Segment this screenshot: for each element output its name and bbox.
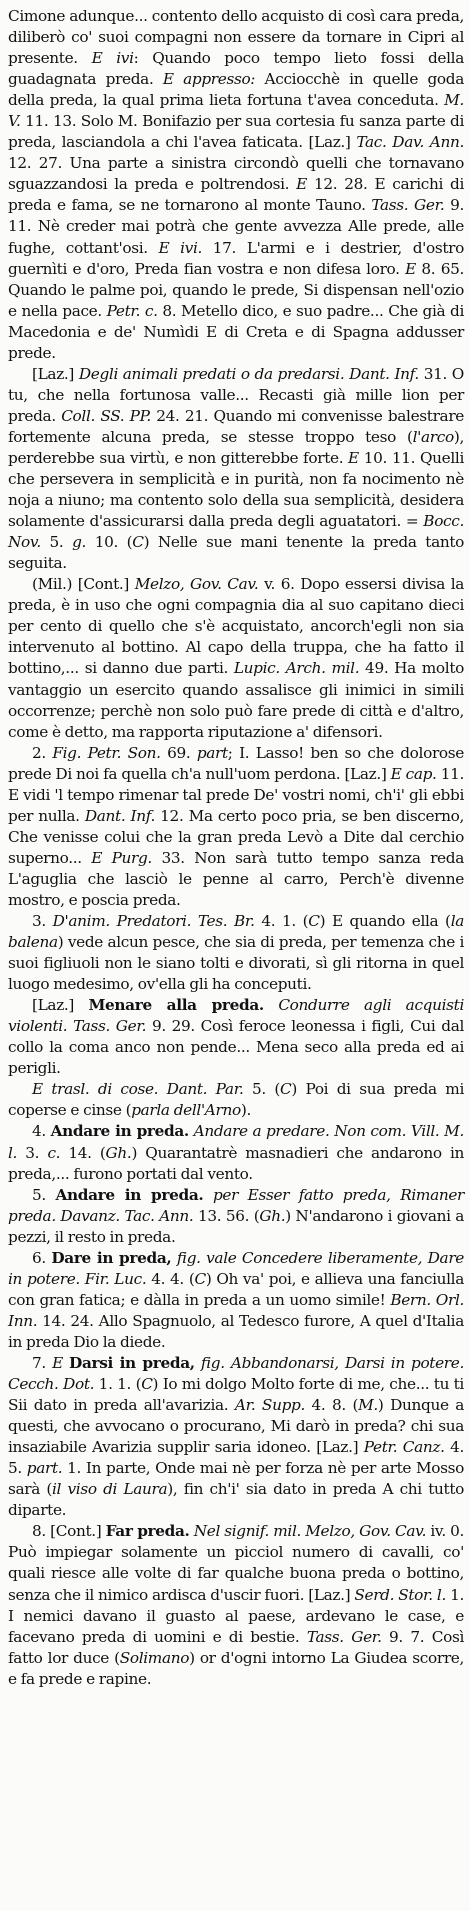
headword: Andare in preda. [50, 1122, 189, 1141]
citation-italic: parla dell'Arno [131, 1101, 241, 1120]
text-run: ; I. Lasso! ben so che dolorose prede Di noi fa quella ch'a null'uom perdona. [Laz.] [8, 743, 464, 783]
text-run: ), fin ch'i' sia dato in preda A chi tutto diparte. [8, 1480, 464, 1520]
citation-italic: M. [358, 1396, 378, 1415]
citation-italic: Bern. Orl. Inn. [8, 1290, 464, 1330]
text-run: [Laz.] [32, 364, 79, 383]
citation-italic: Condurre agli acquisti violenti. Tass. Ger. [8, 996, 464, 1036]
citation-italic: Fig. Petr. Son. [52, 743, 161, 762]
text-run: 7. [32, 1354, 53, 1372]
text-run: 12. Ma certo poco pria, se ben discerno, Che venisse colui che la gran preda Levò a Dite dal cerchio superno... [8, 806, 465, 867]
entry-paragraph [8, 1353, 464, 1521]
text-run: 69. [160, 743, 197, 762]
text-run: 49. Ha molto vantaggio un esercito quando assalisce gli inimici in simili occorrenze; perchè non solo può fare prede di città e d'altro, come è detto, ma rapporta riputazione a' difensori. [8, 659, 464, 741]
text-run: 1. I nemici davano il guasto al paese, ardevano le case, e facevano preda di uomini e di bestie. [8, 1585, 464, 1646]
text-run: 4. 4. ( [146, 1269, 195, 1288]
text-run: 14. ( [60, 1143, 106, 1162]
citation-italic: Solimano [119, 1648, 190, 1667]
text-run [203, 1186, 213, 1204]
text-run: ) or d'ogni intorno La Giudea scorre, e fa prede e rapine. [8, 1648, 464, 1688]
text-run: ), perderebbe sua virtù, e non gitterebbe forte. [8, 427, 464, 467]
text-run: Cimone adunque... contento dello acquisto di così cara preda, diliberò co' suoi compagni non essere da tornare in Cipri al presente. [8, 7, 464, 68]
citation-italic: E [296, 175, 307, 194]
citation-italic: part. [26, 1459, 63, 1478]
text-run: ) E quando ella ( [319, 912, 451, 931]
text-run: 17. L'armi e i destrier, d'ostro guernìti e d'oro, Preda fian vostra e non difesa loro. [8, 238, 464, 278]
citation-italic: E Purg. [91, 848, 152, 867]
text-run: v. 6. Dopo essersi divisa la preda, è in uso che ogni compagnia dia al suo capitano dieci per cento di quello che s'è acquistato, ancorch'egli non sia intervenuto al bottino. Al capo della truppa, che ha fatto il bottino,... si danno due parti. [8, 575, 465, 678]
citation-italic: C [194, 1269, 206, 1288]
citation-italic: Nel signif. mil. Melzo, Gov. Cav. [193, 1522, 427, 1541]
text-run: 3. [32, 912, 53, 931]
citation-italic: Petr. Canz. [363, 1438, 445, 1457]
citation-italic: il viso di Laura [52, 1480, 168, 1499]
citation-italic: C [141, 1375, 153, 1394]
entry-paragraph [8, 1248, 464, 1353]
text-run: 8. Metello dico, e suo padre... Che già di Macedonia e de' Numìdi E di Creta e di Spagna addusser prede. [8, 301, 464, 362]
citation-italic: per Esser fatto preda, Rimaner preda. Davanz. Tac. Ann. [8, 1185, 465, 1225]
text-run: 8. [Cont.] [32, 1522, 106, 1541]
text-run: ) Io mi dolgo Molto forte di me, che... tu ti Sii dato in preda all'avarizia. [8, 1375, 464, 1415]
citation-italic: Gh. [105, 1143, 132, 1162]
text-run: ) Nelle sue mani tenente la preda tanto seguita. [8, 533, 464, 573]
entry-paragraph [8, 1121, 464, 1184]
citation-italic: D'anim. Predatori. Tes. Br. [52, 912, 255, 931]
text-run: 12. 28. E carichi di preda e fama, se ne tornarono al monte Tauno. [8, 175, 464, 215]
citation-italic: E ivi [91, 49, 134, 68]
citation-italic: E [348, 448, 359, 467]
citation-italic: Degli animali predati o da predarsi. Dant. Inf. [78, 364, 419, 383]
text-run: 24. 21. Quando mi convenisse balestrare fortemente alcuna preda, se stesse troppo teso ( [8, 406, 464, 446]
text-run: Acciocchè in quelle goda della preda, la qual prima lieta fortuna t'avea conceduta. [8, 70, 464, 110]
citation-italic: C [308, 912, 320, 931]
entry-paragraph [8, 6, 464, 364]
citation-italic: Serd. Stor. l. [354, 1585, 446, 1604]
text-run: 1. In parte, Onde mai nè per forza nè per arte Mosso sarà ( [8, 1459, 464, 1499]
citation-italic: l'arco [412, 427, 454, 446]
citation-italic: M. V. [8, 91, 464, 131]
citation-italic: Petr. c. [106, 301, 158, 320]
citation-italic: Tass. Ger. [306, 1627, 382, 1646]
headword: Far preda. [105, 1522, 190, 1541]
text-run: 6. [32, 1248, 52, 1267]
citation-italic: Dant. Inf. [84, 806, 155, 825]
text-run: 33. Non sarà tutto tempo sanza reda L'aguglia che lasciò le penne al carro, Perch'è divenne mostro, e poscia preda. [8, 848, 464, 909]
citation-italic: C [280, 1080, 292, 1099]
text-run: 31. O tu, che nella fortunosa valle... Recasti già mille lion per preda. [8, 364, 464, 425]
citation-italic: part [196, 743, 228, 762]
citation-italic: c. [47, 1143, 61, 1162]
text-run: 12. 27. Una parte a sinistra circondò quelli che tornavano sguazzandosi la preda e poltrendosi. [8, 154, 464, 194]
entry-paragraph [8, 995, 464, 1079]
headword: Andare in preda. [55, 1185, 204, 1204]
text-run: ) N'andarono i giovani a pezzi, il resto in preda. [8, 1206, 464, 1246]
citation-italic: Ar. Supp. [234, 1396, 305, 1415]
citation-italic: Tac. Dav. Ann. [356, 133, 464, 152]
text-run: 4. [32, 1122, 51, 1141]
citation-italic: g. [72, 533, 87, 552]
text-run: 4. 5. [8, 1438, 464, 1478]
entry-paragraph [8, 911, 464, 995]
text-run: ) vede alcun pesce, che sia di preda, per temenza che i suoi figliuoli non le siano tolti e divorati, sì gli ritorna in quel luogo medesimo, ov'ella gli ha conceputi. [8, 933, 464, 994]
text-run: 5. [32, 1185, 56, 1204]
entry-paragraph [8, 1185, 464, 1248]
text-run: ). [240, 1101, 251, 1120]
text-run: 2. [32, 743, 53, 762]
text-run: iv. 0. Può impiegar solamente un picciol numero di cavalli, co' quali riesce alle volte di far qualche buona preda o bottino, senza che il nimico ardisca d'uscir fuori. [Laz.] [8, 1522, 465, 1604]
citation-italic: E trasl. di cose. Dant. Par. [32, 1080, 244, 1099]
citation-italic: E cap. [390, 764, 437, 783]
text-run: 8. 65. Quando le palme poi, quando le prede, Si dispensan nell'ozio e nella pace. [8, 259, 464, 320]
citation-italic: E ivi. [158, 238, 203, 257]
citation-italic: E [52, 1354, 63, 1372]
text-run: 14. 24. Allo Spagnuolo, al Tedesco furore, A quel d'Italia in preda Dio la diede. [8, 1311, 464, 1351]
entry-paragraph [8, 574, 464, 742]
text-run: 10. 11. Quelli che persevera in semplicità e in purità, non fa nocimento nè noja a niuno; ma contento solo della sua semplicità, desidera solamente d'assicurarsi dalla preda degli aguatatori. = [8, 448, 464, 531]
citation-italic: fig. Abbandonarsi, Darsi in potere. Cecch. Dot. [8, 1354, 464, 1394]
text-run: 3. [17, 1143, 48, 1162]
text-run: 5. ( [243, 1080, 281, 1099]
entry-paragraph [8, 1079, 464, 1121]
text-run: ) Quarantatrè masnadieri che andarono in preda,... furono portati dal vento. [8, 1143, 464, 1183]
text-run: ) Poi di sua preda mi coperse e cinse ( [8, 1080, 464, 1120]
headword: Menare alla preda. [88, 996, 264, 1015]
citation-italic: C [132, 533, 144, 552]
citation-italic: E [405, 259, 416, 278]
text-run: 4. 1. ( [254, 912, 309, 931]
text-run: ) Oh va' poi, e allieva una fanciulla con gran fatica; e dàlla in preda a un uomo simile! [8, 1269, 464, 1309]
headword: Darsi in preda, [69, 1354, 195, 1372]
citation-italic: Gh. [259, 1206, 286, 1225]
text-run: 5. [40, 533, 73, 552]
headword: Dare in preda, [51, 1248, 172, 1267]
text-run: 1. 1. ( [94, 1375, 142, 1394]
citation-italic: Andare a predare. Non com. Vill. M. l. [8, 1122, 464, 1162]
citation-italic: Melzo, Gov. Cav. [134, 575, 259, 594]
text-run: 9. 29. Così feroce leonessa i figli, Cui dal collo la coma anco non pende... Mena seco alla preda ed ai perigli. [8, 1017, 465, 1078]
text-run: 11. E vidi 'l tempo rimenar tal prede De' vostri nomi, ch'i' gli ebbi per nulla. [8, 764, 464, 825]
text-run: 4. 8. ( [304, 1396, 359, 1415]
text-run: 9. 11. Nè creder mai potrà che gente avvezza Alle prede, alle fughe, cottant'osi. [8, 196, 464, 257]
citation-italic: Coll. SS. PP. [61, 406, 151, 425]
text-run: 10. ( [86, 533, 133, 552]
citation-italic: Lupic. Arch. mil. [233, 659, 360, 678]
entry-paragraph [8, 743, 464, 911]
text-run: 11. 13. Solo M. Bonifazio per sua cortesia fu sanza parte di preda, lasciandola a chi l'avea faticata. [Laz.] [8, 112, 464, 152]
citation-italic: la balena [8, 912, 464, 952]
dictionary-text-column [8, 6, 464, 1690]
citation-italic: fig. vale Concedere liberamente, Dare in potere. Fir. Luc. [8, 1248, 464, 1288]
text-run: 9. 7. Così fatto lor duce ( [8, 1627, 464, 1667]
text-run: ) Dunque a questi, che avvocano o procurano, Mi darò in preda? chi sua insaziabile Avarizia supplir saria idoneo. [Laz.] [8, 1396, 465, 1457]
text-run: : Quando poco tempo lieto fossi della guadagnata preda. [8, 49, 464, 89]
citation-italic: Bocc. Nov. [8, 512, 464, 552]
citation-italic: E appresso: [162, 70, 256, 89]
text-run [264, 996, 278, 1014]
citation-italic: Tass. Ger. [371, 196, 445, 215]
entry-paragraph [8, 1521, 464, 1689]
text-run: [Laz.] [32, 996, 89, 1015]
text-run: (Mil.) [Cont.] [32, 575, 135, 594]
text-run: 13. 56. ( [193, 1206, 260, 1225]
entry-paragraph [8, 364, 464, 574]
